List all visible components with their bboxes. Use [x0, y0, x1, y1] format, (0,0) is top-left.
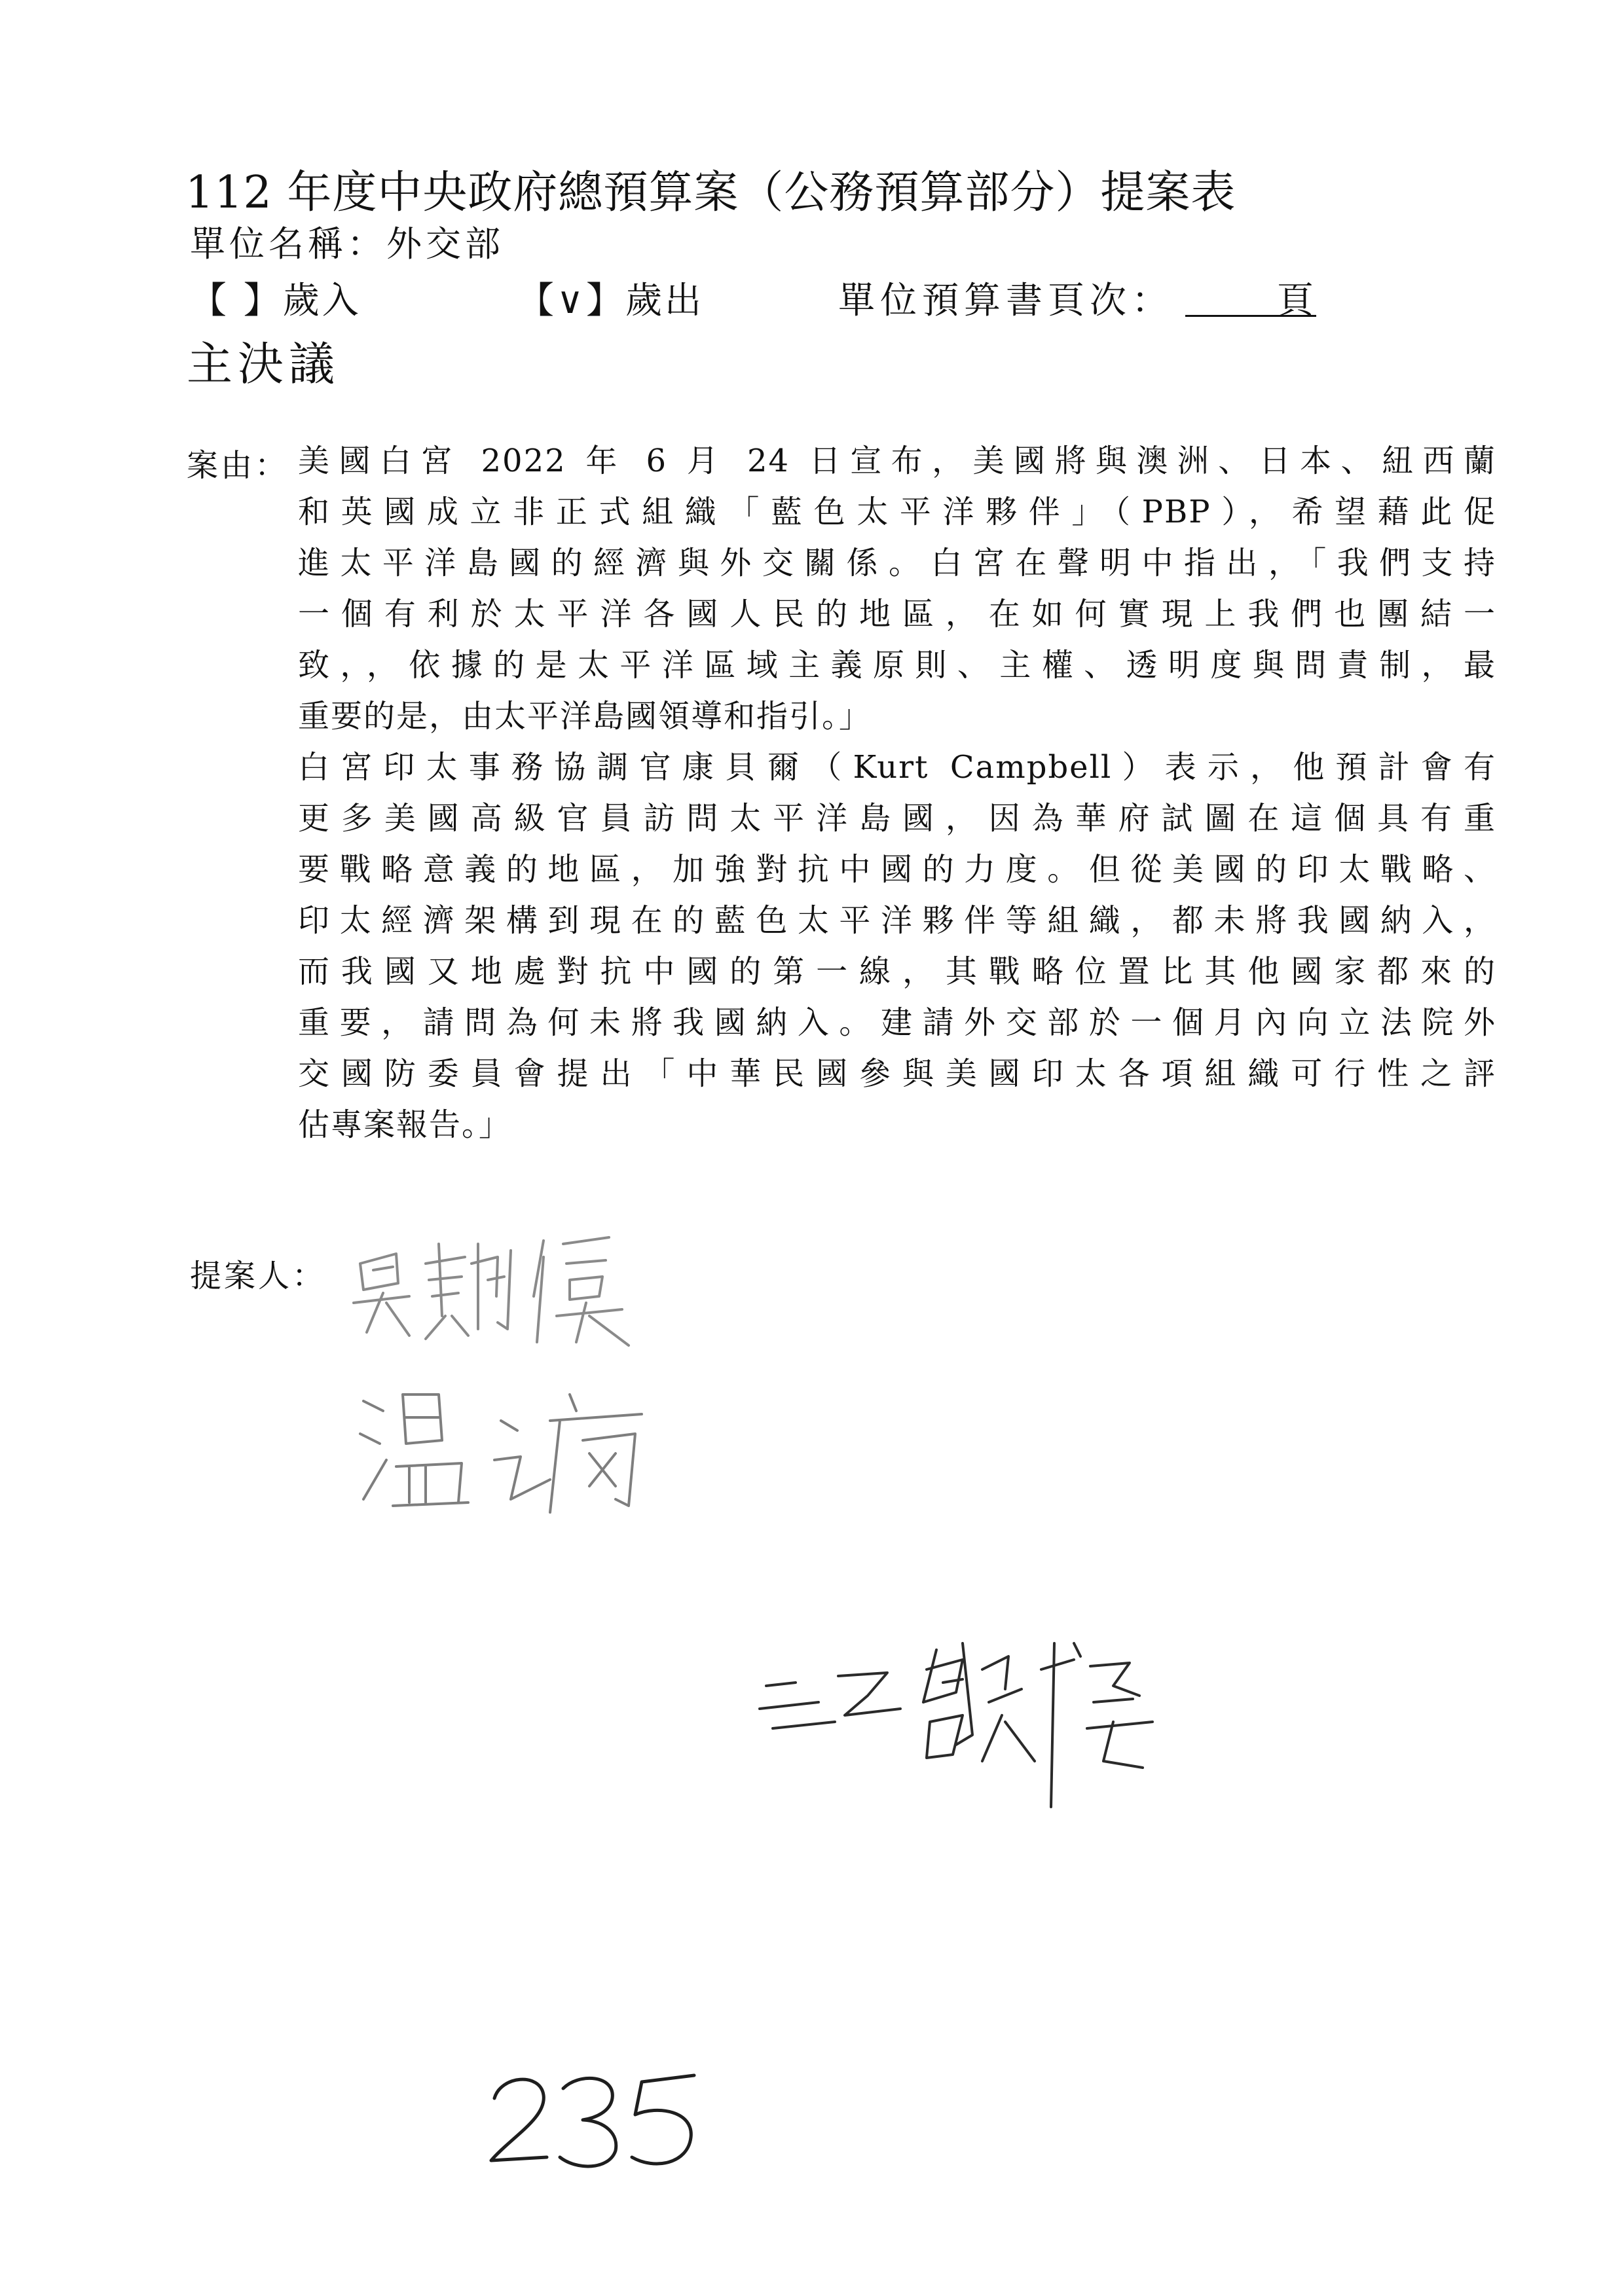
unit-name: 單位名稱：外交部	[190, 223, 504, 264]
reason-line: 而我國又地處對抗中國的第一線，其戰略位置比其他國家都來的	[298, 953, 1496, 990]
reason-label: 案由：	[187, 447, 289, 484]
reason-line: 和英國成立非正式組織「藍色太平洋夥伴」（PBP），希望藉此促	[298, 494, 1496, 530]
reason-line: 進太平洋島國的經濟與外交關係。白宮在聲明中指出，「我們支持	[298, 545, 1496, 581]
income-option: 【 】歲入	[190, 280, 361, 322]
reason-line: 更多美國高級官員訪問太平洋島國，因為華府試圖在這個具有重	[298, 800, 1496, 837]
page-unit: 頁	[1277, 280, 1314, 322]
reason-line: 重要，請問為何未將我國納入。建請外交部於一個月內向立法院外	[298, 1004, 1496, 1041]
reason-line: 一個有利於太平洋各國人民的地區，在如何實現上我們也團結一	[298, 596, 1496, 632]
reason-line: 重要的是，由太平洋島國領導和指引。」	[298, 698, 872, 735]
handwritten-page-number	[485, 2062, 707, 2180]
reason-line: 美國白宮 2022 年 6 月 24 日宣布，美國將與澳洲、日本、紐西蘭	[298, 443, 1496, 479]
reason-line: 致，，依據的是太平洋區域主義原則、主權、透明度與問責制，最	[298, 647, 1496, 683]
reason-line: 估專案報告。」	[298, 1106, 512, 1143]
signature-2	[354, 1381, 694, 1532]
signature-3	[747, 1630, 1166, 1813]
expense-option: 【∨】歲出	[517, 280, 704, 322]
resolution-type: 主決議	[187, 337, 340, 391]
form-title: 112 年度中央政府總預算案（公務預算部分）提案表	[185, 167, 1236, 219]
proposer-label: 提案人：	[190, 1258, 327, 1294]
page-number-label: 單位預算書頁次：	[838, 280, 1173, 322]
reason-line: 要戰略意義的地區，加強對抗中國的力度。但從美國的印太戰略、	[298, 851, 1496, 888]
reason-line: 交國防委員會提出「中華民國參與美國印太各項組織可行性之評	[298, 1055, 1496, 1092]
reason-line: 印太經濟架構到現在的藍色太平洋夥伴等組織，都未將我國納入，	[298, 902, 1496, 939]
reason-body	[298, 435, 1496, 1150]
budget-options-row	[190, 272, 1500, 324]
reason-line: 白宮印太事務協調官康貝爾（Kurt Campbell）表示，他預計會有	[298, 749, 1496, 786]
signature-1	[347, 1218, 688, 1349]
